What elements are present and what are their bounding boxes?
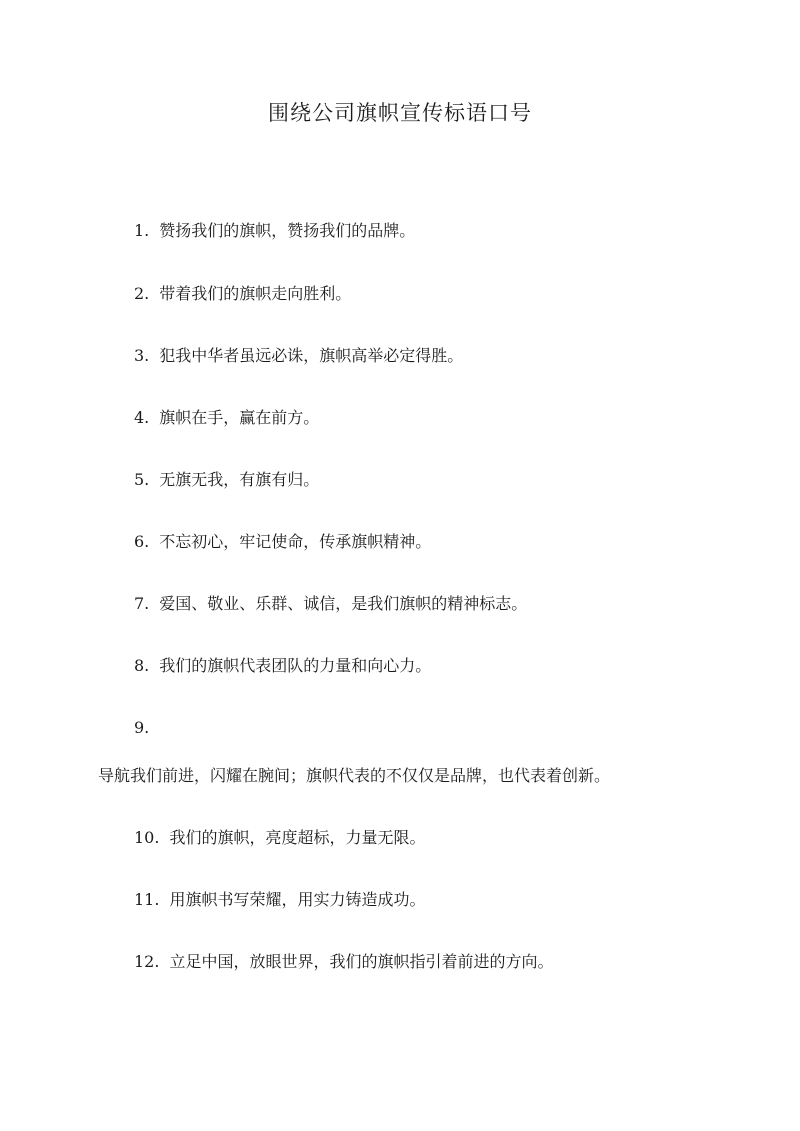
item-number: 12. — [134, 952, 160, 971]
page-title: 围绕公司旗帜宣传标语口号 — [268, 101, 532, 125]
item-number: 10. — [134, 828, 160, 847]
item-text: 犯我中华者虽远必诛，旗帜高举必定得胜。 — [159, 346, 464, 365]
list-item — [134, 950, 553, 974]
item-text: 用旗帜书写荣耀，用实力铸造成功。 — [169, 890, 426, 909]
item-number: 8. — [134, 656, 150, 675]
list-item — [134, 530, 431, 554]
item-number: 2. — [134, 284, 150, 303]
list-item — [134, 716, 149, 740]
item-number: 6. — [134, 532, 150, 551]
list-item — [134, 282, 351, 306]
list-item — [134, 888, 425, 912]
item-text: 导航我们前进，闪耀在腕间；旗帜代表的不仅仅是品牌，也代表着创新。 — [98, 766, 611, 785]
list-item — [134, 468, 319, 492]
item-text: 我们的旗帜，亮度超标，力量无限。 — [169, 828, 426, 847]
item-number: 7. — [134, 594, 150, 613]
list-item-continuation — [98, 764, 610, 788]
item-number: 11. — [134, 890, 160, 909]
list-item — [134, 592, 527, 616]
item-number: 5. — [134, 470, 150, 489]
list-item — [134, 826, 425, 850]
item-text: 旗帜在手，赢在前方。 — [159, 408, 320, 427]
item-text: 爱国、敬业、乐群、诚信，是我们旗帜的精神标志。 — [159, 594, 528, 613]
item-text: 我们的旗帜代表团队的力量和向心力。 — [159, 656, 432, 675]
item-number: 9. — [134, 718, 150, 737]
item-text: 赞扬我们的旗帜，赞扬我们的品牌。 — [159, 221, 416, 240]
item-number: 4. — [134, 408, 150, 427]
list-item — [134, 654, 431, 678]
list-item — [134, 344, 463, 368]
item-text: 立足中国，放眼世界，我们的旗帜指引着前进的方向。 — [169, 952, 554, 971]
item-text: 不忘初心，牢记使命，传承旗帜精神。 — [159, 532, 432, 551]
item-text: 带着我们的旗帜走向胜利。 — [159, 284, 352, 303]
item-text: 无旗无我，有旗有归。 — [159, 470, 320, 489]
list-item — [134, 219, 415, 243]
item-number: 3. — [134, 346, 150, 365]
item-number: 1. — [134, 221, 150, 240]
list-item — [134, 406, 319, 430]
